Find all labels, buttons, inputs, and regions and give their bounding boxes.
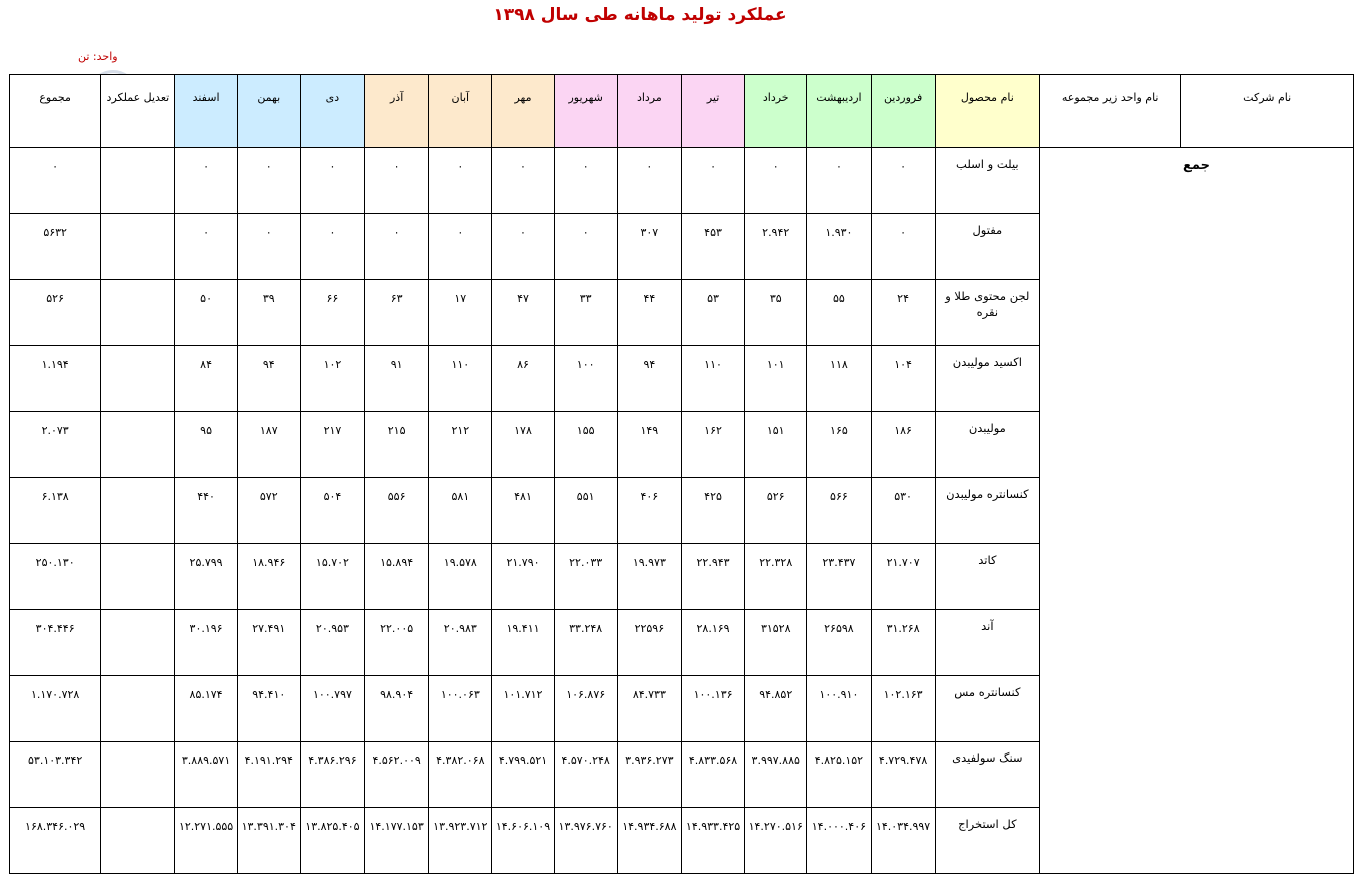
cell-adjustment: [101, 280, 175, 346]
cell-month-value: ۵۳: [681, 280, 744, 346]
cell-month-value: ۸۶: [492, 346, 554, 412]
cell-month-value: ۲۰.۹۸۳: [429, 610, 492, 676]
cell-month-value: ۰: [300, 214, 364, 280]
cell-product-name: مفتول: [935, 214, 1039, 280]
cell-total: ۱.۱۷۰.۷۲۸: [10, 676, 101, 742]
cell-month-value: ۵۶۶: [807, 478, 871, 544]
cell-month-value: ۰: [365, 148, 429, 214]
cell-month-value: ۱۹.۹۷۳: [617, 544, 681, 610]
header-adjustment: تعدیل عملکرد: [101, 75, 175, 148]
unit-label: واحد: تن: [78, 50, 118, 63]
header-month: خرداد: [745, 75, 807, 148]
cell-total: ۱۶۸.۳۴۶.۰۲۹: [10, 808, 101, 874]
cell-month-value: ۱۰۰.۹۱۰: [807, 676, 871, 742]
cell-month-value: ۰: [492, 214, 554, 280]
cell-adjustment: [101, 412, 175, 478]
cell-month-value: ۱۲.۲۷۱.۵۵۵: [175, 808, 237, 874]
cell-month-value: ۵۵۱: [554, 478, 617, 544]
production-table: [9, 74, 1354, 874]
header-subunit: نام واحد زیر مجموعه: [1039, 75, 1180, 148]
cell-product-name: بیلت و اسلب: [935, 148, 1039, 214]
cell-total: ۲.۰۷۳: [10, 412, 101, 478]
cell-total: ۶.۱۳۸: [10, 478, 101, 544]
cell-month-value: ۹۸.۹۰۴: [365, 676, 429, 742]
cell-month-value: ۱۴.۲۷۰.۵۱۶: [745, 808, 807, 874]
header-month: آبان: [429, 75, 492, 148]
cell-month-value: ۲۴: [871, 280, 935, 346]
cell-month-value: ۱۴.۹۳۳.۴۲۵: [681, 808, 744, 874]
cell-month-value: ۳۱۵۲۸: [745, 610, 807, 676]
cell-month-value: ۴۴: [617, 280, 681, 346]
cell-month-value: ۱۱۰: [429, 346, 492, 412]
cell-product-name: کل استخراج: [935, 808, 1039, 874]
cell-month-value: ۰: [681, 148, 744, 214]
cell-adjustment: [101, 610, 175, 676]
cell-month-value: ۰: [237, 214, 300, 280]
cell-month-value: ۱۰۴: [871, 346, 935, 412]
header-product: نام محصول: [935, 75, 1039, 148]
cell-month-value: ۰: [237, 148, 300, 214]
cell-month-value: ۱۴.۱۷۷.۱۵۳: [365, 808, 429, 874]
cell-month-value: ۱۴.۶۰۶.۱۰۹: [492, 808, 554, 874]
cell-month-value: ۰: [807, 148, 871, 214]
cell-month-value: ۳۳: [554, 280, 617, 346]
cell-month-value: ۰: [554, 214, 617, 280]
table-row: [10, 148, 1354, 214]
cell-total: ۰: [10, 148, 101, 214]
cell-month-value: ۹۴: [617, 346, 681, 412]
cell-group-total: جمع: [1039, 148, 1353, 874]
cell-month-value: ۴.۵۶۲.۰۰۹: [365, 742, 429, 808]
cell-month-value: ۱۳.۹۷۶.۷۶۰: [554, 808, 617, 874]
cell-month-value: ۲۱.۷۰۷: [871, 544, 935, 610]
cell-month-value: ۱۵.۸۹۴: [365, 544, 429, 610]
cell-month-value: ۱.۹۳۰: [807, 214, 871, 280]
header-month: تیر: [681, 75, 744, 148]
cell-adjustment: [101, 214, 175, 280]
cell-month-value: ۱۳.۳۹۱.۳۰۴: [237, 808, 300, 874]
cell-total: ۲۵۰.۱۳۰: [10, 544, 101, 610]
cell-month-value: ۴.۸۲۵.۱۵۲: [807, 742, 871, 808]
cell-month-value: ۱۸۷: [237, 412, 300, 478]
cell-month-value: ۰: [871, 148, 935, 214]
cell-month-value: ۴.۳۸۲.۰۶۸: [429, 742, 492, 808]
cell-month-value: ۱۷۸: [492, 412, 554, 478]
cell-month-value: ۲۲.۰۰۵: [365, 610, 429, 676]
cell-product-name: مولیبدن: [935, 412, 1039, 478]
cell-month-value: ۱۰۰.۷۹۷: [300, 676, 364, 742]
cell-month-value: ۰: [871, 214, 935, 280]
cell-total: ۵۲۶: [10, 280, 101, 346]
cell-adjustment: [101, 742, 175, 808]
cell-month-value: ۲۶۵۹۸: [807, 610, 871, 676]
cell-month-value: ۰: [175, 148, 237, 214]
cell-month-value: ۵۰: [175, 280, 237, 346]
cell-adjustment: [101, 478, 175, 544]
cell-product-name: آند: [935, 610, 1039, 676]
cell-month-value: ۳.۸۸۹.۵۷۱: [175, 742, 237, 808]
cell-total: ۱.۱۹۴: [10, 346, 101, 412]
cell-month-value: ۴.۳۸۶.۲۹۶: [300, 742, 364, 808]
cell-month-value: ۳۹: [237, 280, 300, 346]
page-title: عملکرد تولید ماهانه طی سال ۱۳۹۸: [493, 5, 787, 25]
cell-month-value: ۰: [745, 148, 807, 214]
header-month: شهریور: [554, 75, 617, 148]
cell-adjustment: [101, 148, 175, 214]
cell-month-value: ۳۰۷: [617, 214, 681, 280]
cell-month-value: ۹۵: [175, 412, 237, 478]
cell-month-value: ۴۴۰: [175, 478, 237, 544]
cell-month-value: ۱۵۵: [554, 412, 617, 478]
cell-month-value: ۵۵: [807, 280, 871, 346]
cell-product-name: کنسانتره مس: [935, 676, 1039, 742]
cell-month-value: ۴۷: [492, 280, 554, 346]
cell-month-value: ۴.۵۷۰.۲۴۸: [554, 742, 617, 808]
cell-month-value: ۱۸۶: [871, 412, 935, 478]
cell-month-value: ۰: [365, 214, 429, 280]
cell-month-value: ۰: [175, 214, 237, 280]
header-total: مجموع: [10, 75, 101, 148]
cell-month-value: ۴.۷۹۹.۵۲۱: [492, 742, 554, 808]
cell-month-value: ۲۷.۴۹۱: [237, 610, 300, 676]
cell-month-value: ۴.۸۳۳.۵۶۸: [681, 742, 744, 808]
header-month: مرداد: [617, 75, 681, 148]
cell-product-name: اکسید مولیبدن: [935, 346, 1039, 412]
cell-month-value: ۹۴.۸۵۲: [745, 676, 807, 742]
cell-month-value: ۱۰۲: [300, 346, 364, 412]
cell-month-value: ۰: [554, 148, 617, 214]
cell-month-value: ۲۱۲: [429, 412, 492, 478]
cell-month-value: ۱۳.۹۲۳.۷۱۲: [429, 808, 492, 874]
cell-month-value: ۲۲.۳۲۸: [745, 544, 807, 610]
cell-month-value: ۱۱۸: [807, 346, 871, 412]
cell-month-value: ۱۱۰: [681, 346, 744, 412]
header-company: نام شرکت: [1181, 75, 1354, 148]
cell-month-value: ۳.۹۳۶.۲۷۳: [617, 742, 681, 808]
cell-adjustment: [101, 808, 175, 874]
cell-month-value: ۰: [492, 148, 554, 214]
cell-month-value: ۲۱۷: [300, 412, 364, 478]
cell-month-value: ۱۶۵: [807, 412, 871, 478]
cell-month-value: ۰: [429, 214, 492, 280]
cell-month-value: ۲۲.۰۳۳: [554, 544, 617, 610]
cell-month-value: ۱۰۰.۱۳۶: [681, 676, 744, 742]
cell-month-value: ۴۲۵: [681, 478, 744, 544]
header-month: اردیبهشت: [807, 75, 871, 148]
cell-month-value: ۱۶۲: [681, 412, 744, 478]
cell-month-value: ۰: [617, 148, 681, 214]
cell-total: ۳۰۴.۴۴۶: [10, 610, 101, 676]
cell-product-name: لجن محتوی طلا و نقره: [935, 280, 1039, 346]
cell-month-value: ۸۴.۷۳۳: [617, 676, 681, 742]
cell-month-value: ۴.۱۹۱.۲۹۴: [237, 742, 300, 808]
cell-month-value: ۱۴.۰۰۰.۴۰۶: [807, 808, 871, 874]
cell-month-value: ۵۳۰: [871, 478, 935, 544]
cell-month-value: ۱۵.۷۰۲: [300, 544, 364, 610]
cell-month-value: ۳۵: [745, 280, 807, 346]
cell-month-value: ۹۴: [237, 346, 300, 412]
cell-product-name: سنگ سولفیدی: [935, 742, 1039, 808]
cell-month-value: ۴۵۳: [681, 214, 744, 280]
cell-month-value: ۱۹.۴۱۱: [492, 610, 554, 676]
cell-month-value: ۱۰۰: [554, 346, 617, 412]
cell-month-value: ۳۳.۲۴۸: [554, 610, 617, 676]
cell-month-value: ۴.۷۲۹.۴۷۸: [871, 742, 935, 808]
cell-month-value: ۲۰.۹۵۳: [300, 610, 364, 676]
cell-month-value: ۸۵.۱۷۴: [175, 676, 237, 742]
cell-month-value: ۲۲۵۹۶: [617, 610, 681, 676]
cell-month-value: ۲.۹۴۲: [745, 214, 807, 280]
cell-month-value: ۱۰۱: [745, 346, 807, 412]
cell-month-value: ۵۵۶: [365, 478, 429, 544]
header-month: دی: [300, 75, 364, 148]
cell-month-value: ۲۱۵: [365, 412, 429, 478]
cell-month-value: ۱۰۱.۷۱۲: [492, 676, 554, 742]
cell-month-value: ۲۸.۱۶۹: [681, 610, 744, 676]
cell-month-value: ۱۰۶.۸۷۶: [554, 676, 617, 742]
cell-month-value: ۱۵۱: [745, 412, 807, 478]
cell-month-value: ۲۵.۷۹۹: [175, 544, 237, 610]
cell-month-value: ۸۴: [175, 346, 237, 412]
cell-month-value: ۱۰۲.۱۶۳: [871, 676, 935, 742]
cell-month-value: ۳۰.۱۹۶: [175, 610, 237, 676]
header-row: [10, 75, 1354, 148]
cell-month-value: ۶۶: [300, 280, 364, 346]
cell-month-value: ۳.۹۹۷.۸۸۵: [745, 742, 807, 808]
cell-month-value: ۲۲.۹۴۳: [681, 544, 744, 610]
cell-month-value: ۴۸۱: [492, 478, 554, 544]
cell-month-value: ۱۷: [429, 280, 492, 346]
header-month: فروردین: [871, 75, 935, 148]
cell-month-value: ۱۸.۹۴۶: [237, 544, 300, 610]
cell-month-value: ۳۱.۲۶۸: [871, 610, 935, 676]
cell-month-value: ۲۱.۷۹۰: [492, 544, 554, 610]
cell-month-value: ۰: [429, 148, 492, 214]
cell-month-value: ۱۹.۵۷۸: [429, 544, 492, 610]
cell-month-value: ۵۲۶: [745, 478, 807, 544]
cell-total: ۵۶۳۲: [10, 214, 101, 280]
cell-month-value: ۶۳: [365, 280, 429, 346]
cell-month-value: ۵۷۲: [237, 478, 300, 544]
cell-total: ۵۳.۱۰۳.۳۴۲: [10, 742, 101, 808]
header-month: آذر: [365, 75, 429, 148]
cell-adjustment: [101, 676, 175, 742]
header-month: بهمن: [237, 75, 300, 148]
header-month: اسفند: [175, 75, 237, 148]
cell-month-value: ۹۱: [365, 346, 429, 412]
cell-product-name: کاتد: [935, 544, 1039, 610]
cell-month-value: ۱۴.۰۳۴.۹۹۷: [871, 808, 935, 874]
cell-adjustment: [101, 346, 175, 412]
header-month: مهر: [492, 75, 554, 148]
cell-month-value: ۹۴.۴۱۰: [237, 676, 300, 742]
cell-month-value: ۱۰۰.۰۶۳: [429, 676, 492, 742]
cell-month-value: ۰: [300, 148, 364, 214]
cell-month-value: ۵۸۱: [429, 478, 492, 544]
cell-month-value: ۱۴۹: [617, 412, 681, 478]
cell-month-value: ۴۰۶: [617, 478, 681, 544]
cell-month-value: ۲۳.۴۳۷: [807, 544, 871, 610]
cell-month-value: ۱۴.۹۳۴.۶۸۸: [617, 808, 681, 874]
cell-product-name: کنسانتره مولیبدن: [935, 478, 1039, 544]
cell-month-value: ۱۳.۸۲۵.۴۰۵: [300, 808, 364, 874]
cell-adjustment: [101, 544, 175, 610]
cell-month-value: ۵۰۴: [300, 478, 364, 544]
